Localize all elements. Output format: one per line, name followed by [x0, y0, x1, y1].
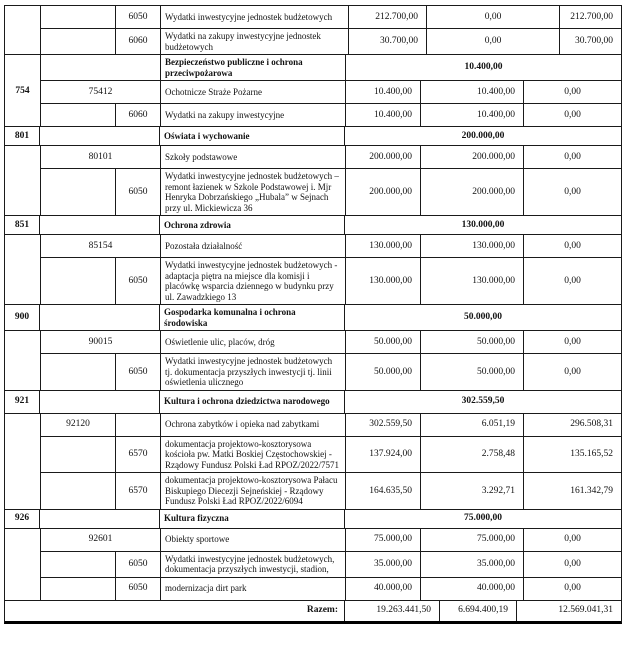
section-name-cell: Ochrona zdrowia [160, 216, 345, 234]
section-header-row [41, 55, 621, 81]
paragraf-cell: 6050 [116, 354, 161, 390]
value2-cell: 200.000,00 [421, 146, 524, 168]
rozdzial-cell [40, 127, 160, 145]
description-cell: Szkoły podstawowe [161, 146, 346, 168]
value2-cell: 10.400,00 [421, 81, 524, 103]
description-cell: Ochotnicze Straże Pożarne [161, 81, 346, 103]
description-cell: Pozostała działalność [161, 235, 346, 257]
value3-cell: 135.165,52 [570, 449, 613, 459]
description-cell: dokumentacja projektowo-kosztorysowa Pałacu Biskupiego Diecezji Sejneńskiej - Rządowy Fundusz Polski Ład RPOZ/2022/6094 [161, 473, 346, 509]
value1-cell: 302.559,50 [346, 414, 421, 436]
section-name-cell: Gospodarka komunalna i ochrona środowiska [160, 305, 345, 330]
section-name-cell: Kultura fizyczna [160, 510, 345, 528]
dzial-cell: 754 [5, 55, 41, 126]
detail-row [41, 29, 621, 54]
description-cell: dokumentacja projektowo-kosztorysowa kościoła pw. Matki Boskiej Częstochowskiej - Rządowy Fundusz Polski Ład RPOZ/2022/7571 [161, 437, 346, 473]
value1-cell: 35.000,00 [346, 552, 421, 577]
rozdzial-cell [41, 6, 116, 28]
razem-value2-cell: 6.694.400,19 [440, 601, 517, 621]
rozdzial-cell [41, 29, 116, 54]
value3-cell: 30.700,00 [575, 36, 613, 47]
detail-row [41, 169, 621, 215]
razem-label: Razem: [5, 601, 345, 621]
rozdzial-cell [41, 258, 116, 304]
dzial-cell [5, 529, 41, 600]
description-cell: Wydatki na zakupy inwestycyjne jednostek budżetowych [161, 29, 349, 54]
section-900-group [5, 331, 621, 391]
paragraf-cell: 6050 [116, 552, 161, 577]
value2-cell: 200.000,00 [421, 169, 524, 215]
value3-cell: 0,00 [564, 558, 581, 569]
value1-cell: 130.000,00 [346, 258, 421, 304]
paragraf-cell [116, 414, 161, 436]
value3-cell: 0,00 [564, 86, 581, 97]
value2-cell: 40.000,00 [421, 578, 524, 600]
section-851-group [5, 235, 621, 305]
value1-cell: 50.000,00 [346, 354, 421, 390]
value2-cell: 3.292,71 [421, 473, 524, 509]
value1-cell: 164.635,50 [346, 473, 421, 509]
dzial-cell: 801 [5, 127, 40, 145]
value2-cell: 2.758,48 [421, 437, 524, 473]
section-header-row [5, 391, 621, 414]
section-header-row [5, 510, 621, 529]
value3-cell: 212.700,00 [570, 11, 613, 22]
section-header-row [5, 216, 621, 235]
value2-cell: 75.000,00 [421, 529, 524, 551]
value2-cell: 130.000,00 [421, 235, 524, 257]
paragraf-cell: 6050 [116, 258, 161, 304]
rozdzial-cell: 92601 [41, 529, 161, 551]
value2-cell: 130.000,00 [421, 258, 524, 304]
value3-cell: 0,00 [564, 151, 581, 162]
rozdzial-cell: 92120 [41, 414, 116, 436]
rozdzial-cell [41, 104, 116, 126]
rozdzial-row [41, 414, 621, 437]
value1-cell: 30.700,00 [349, 29, 427, 54]
value3-cell: 0,00 [564, 366, 581, 377]
detail-row [41, 552, 621, 578]
rozdzial-cell [41, 55, 161, 80]
detail-row [41, 437, 621, 474]
budget-table [4, 5, 622, 624]
section-total-cell: 75.000,00 [464, 513, 502, 524]
paragraf-cell: 6060 [116, 29, 161, 54]
description-cell: Ochrona zabytków i opieka nad zabytkami [161, 414, 346, 436]
detail-row [41, 104, 621, 126]
rozdzial-cell [40, 305, 160, 330]
section-total-cell: 10.400,00 [464, 62, 503, 73]
rozdzial-cell: 80101 [41, 146, 161, 168]
rozdzial-cell [40, 510, 160, 528]
dzial-cell [5, 331, 41, 390]
paragraf-cell: 6050 [116, 169, 161, 215]
rozdzial-cell [41, 578, 116, 600]
rozdzial-cell [41, 169, 116, 215]
value3-cell: 0,00 [564, 240, 581, 251]
value1-cell: 200.000,00 [346, 146, 421, 168]
value1-cell: 137.924,00 [346, 437, 421, 473]
rozdzial-row [41, 146, 621, 169]
description-cell: Wydatki inwestycyjne jednostek budżetowych – remont łazienek w Szkole Podstawowej i. Mjr Henryka Dobrzańskiego „Hubala” w Sejnach przy ul. Mickiewicza 36 [161, 169, 346, 215]
value1-cell: 10.400,00 [346, 104, 421, 126]
value1-cell: 10.400,00 [346, 81, 421, 103]
dzial-cell: 851 [5, 216, 40, 234]
rozdzial-row [41, 81, 621, 104]
description-cell: Wydatki inwestycyjne jednostek budżetowych, dokumentacja przyszłych inwestycji, stadion, [161, 552, 346, 577]
paragraf-cell: 6050 [116, 6, 161, 28]
value3-cell: 296.508,31 [570, 419, 613, 430]
rozdzial-cell [40, 391, 160, 413]
section-total-cell: 200.000,00 [461, 130, 505, 141]
value1-cell: 40.000,00 [346, 578, 421, 600]
section-name-cell: Oświata i wychowanie [160, 127, 345, 145]
value1-cell: 130.000,00 [346, 235, 421, 257]
value3-cell: 0,00 [564, 583, 581, 594]
value2-cell: 10.400,00 [421, 104, 524, 126]
detail-row [41, 578, 621, 600]
dzial-cell: 926 [5, 510, 40, 528]
value3-cell: 0,00 [564, 109, 581, 120]
value2-cell: 50.000,00 [421, 354, 524, 390]
rozdzial-cell: 75412 [41, 81, 161, 103]
description-cell: Obiekty sportowe [161, 529, 346, 551]
section-total-cell: 302.559,50 [461, 396, 505, 407]
section-801-group [5, 146, 621, 216]
razem-value3-cell: 12.569.041,31 [558, 605, 613, 616]
value3-cell: 0,00 [564, 275, 581, 286]
dzial-cell [5, 6, 41, 54]
paragraf-cell: 6050 [116, 578, 161, 600]
table-continuation-group [5, 6, 621, 55]
description-cell: Oświetlenie ulic, placów, dróg [161, 331, 346, 353]
section-921-group [5, 414, 621, 510]
detail-row [41, 354, 621, 390]
value3-cell: 161.342,79 [570, 485, 613, 496]
rozdzial-cell: 85154 [41, 235, 161, 257]
section-header-row [5, 305, 621, 331]
dzial-cell [5, 414, 41, 509]
value1-cell: 212.700,00 [349, 6, 427, 28]
rozdzial-row [41, 529, 621, 552]
value3-cell: 0,00 [564, 534, 581, 545]
section-header-row [5, 127, 621, 146]
value3-cell: 0,00 [564, 336, 581, 347]
rozdzial-cell: 90015 [41, 331, 161, 353]
section-926-group [5, 529, 621, 601]
paragraf-cell: 6570 [116, 437, 161, 473]
value1-cell: 200.000,00 [346, 169, 421, 215]
detail-row [41, 473, 621, 509]
value1-cell: 50.000,00 [346, 331, 421, 353]
section-name-cell: Bezpieczeństwo publiczne i ochrona przeciwpożarowa [161, 55, 346, 80]
section-total-cell: 50.000,00 [464, 312, 502, 323]
razem-value1-cell: 19.263.441,50 [345, 601, 440, 621]
rozdzial-cell [41, 473, 116, 509]
description-cell: Wydatki inwestycyjne jednostek budżetowych tj. dokumentacja przyszłych inwestycji tj. linii oświetlenia ulicznego [161, 354, 346, 390]
rozdzial-cell [40, 216, 160, 234]
value2-cell: 50.000,00 [421, 331, 524, 353]
value2-cell: 6.051,19 [421, 414, 524, 436]
description-cell: Wydatki na zakupy inwestycyjne [161, 104, 346, 126]
rozdzial-cell [41, 437, 116, 473]
value2-cell: 35.000,00 [421, 552, 524, 577]
rozdzial-row [41, 331, 621, 354]
dzial-cell: 900 [5, 305, 40, 330]
value2-cell: 0,00 [427, 6, 560, 28]
detail-row [41, 6, 621, 29]
section-name-cell: Kultura i ochrona dziedzictwa narodowego [160, 391, 345, 413]
value3-cell: 0,00 [564, 186, 581, 197]
razem-row [5, 601, 621, 621]
description-cell: modernizacja dirt park [161, 578, 346, 600]
paragraf-cell: 6060 [116, 104, 161, 126]
value1-cell: 75.000,00 [346, 529, 421, 551]
section-754-group [5, 55, 621, 127]
paragraf-cell: 6570 [116, 473, 161, 509]
value2-cell: 0,00 [427, 29, 560, 54]
dzial-cell [5, 235, 41, 304]
rozdzial-row [41, 235, 621, 258]
section-total-cell: 130.000,00 [461, 219, 505, 230]
dzial-cell: 921 [5, 391, 40, 413]
rozdzial-cell [41, 354, 116, 390]
dzial-cell [5, 146, 41, 215]
description-cell: Wydatki inwestycyjne jednostek budżetowych - adaptacja piętra na miejsce dla komisji i placówkę wsparcia dziennego w budynku przy ul. Zawadzkiego 13 [161, 258, 346, 304]
rozdzial-cell [41, 552, 116, 577]
description-cell: Wydatki inwestycyjne jednostek budżetowych [161, 6, 349, 28]
detail-row [41, 258, 621, 304]
